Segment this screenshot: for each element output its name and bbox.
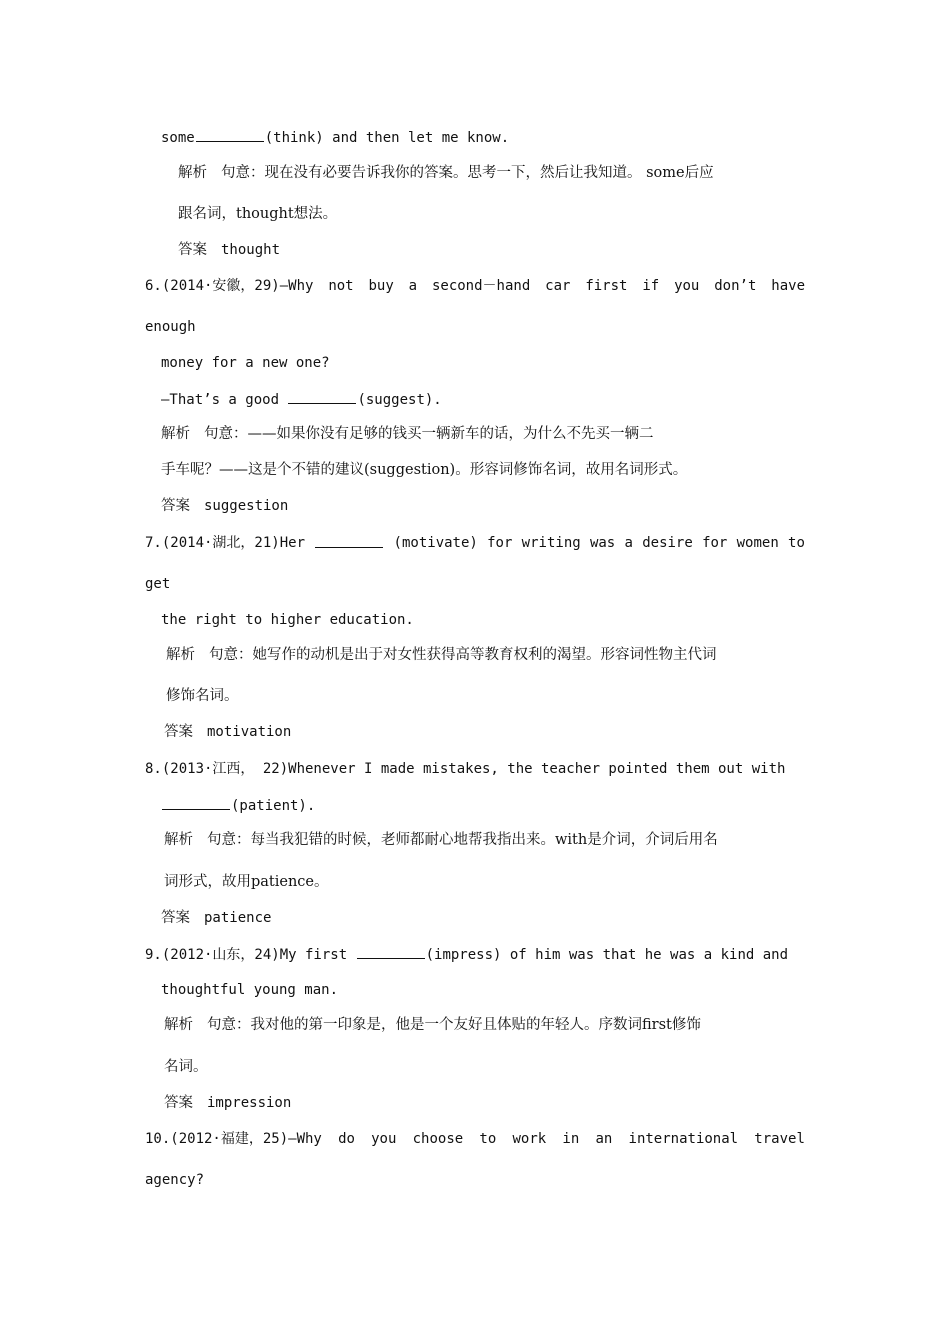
stem-word: writing [521,535,581,551]
q6-line2: money for a new one? [161,355,330,371]
q9-blank [357,944,425,959]
analysis-text: 句意：——如果你没有足够的钱买一辆新车的话，为什么不先买一辆二 [204,426,654,442]
stem-word: an [595,1131,613,1147]
stem-word: international [628,1131,739,1147]
answer-label: 答案 [161,910,190,926]
answer-label: 答案 [161,498,190,514]
answer-label: 答案 [178,242,207,258]
stem-word: in [562,1131,580,1147]
analysis-text: 句意：我对他的第一印象是，他是一个友好且体贴的年轻人。序数词first修饰 [207,1017,701,1033]
stem-word: car [545,278,571,294]
answer-text: impression [207,1095,292,1111]
stem-word: second－hand [431,278,531,294]
q8-text-post: (patient). [231,798,316,814]
stem-word: don’t [714,278,757,294]
answer-label: 答案 [164,724,193,740]
analysis-text: 句意：现在没有必要告诉我你的答案。思考一下，然后让我知道。 some后应 [221,165,714,181]
stem-word: buy [368,278,394,294]
q9-line2: thoughtful young man. [161,982,339,998]
stem-word: to [788,535,805,551]
q7-text-pre: 7.(2014·湖北，21)Her [145,535,306,551]
q9-analysis-cont: 名词。 [164,1059,208,1075]
q5-analysis [178,163,714,183]
q5-blank [196,127,264,142]
answer-text: thought [221,242,281,258]
stem-word: women [736,535,779,551]
q6-stem-wrap: enough [145,319,196,335]
q5-text-post: (think) and then let me know. [264,130,510,146]
stem-word: you [371,1131,397,1147]
stem-word: desire [642,535,693,551]
q6-text-pre: —That’s a good [161,392,280,408]
q9-stem [145,944,788,965]
q9-text-pre: 9.(2012·山东，24)My first [145,947,348,963]
analysis-label: 解析 [164,1017,193,1033]
answer-text: motivation [207,724,292,740]
analysis-label: 解析 [166,647,195,663]
q8-analysis [164,830,718,850]
stem-word: have [771,278,805,294]
q7-blank [315,533,383,548]
stem-word: for [487,535,513,551]
stem-word: choose [412,1131,464,1147]
stem-word: do [338,1131,355,1147]
q6-analysis [161,424,654,444]
analysis-label: 解析 [178,165,207,181]
answer-text: suggestion [204,498,289,514]
stem-word: 10.(2012·福建，25)—Why [145,1131,322,1147]
stem-word: first [585,278,628,294]
stem-word: work [512,1131,547,1147]
stem-word: if [642,278,660,294]
stem-word: a [624,535,633,551]
q8-line2 [161,795,315,816]
q5-analysis-cont: 跟名词，thought想法。 [178,206,338,222]
q7-answer [164,722,291,742]
stem-word: 6.(2014·安徽，29)—Why [145,278,314,294]
q5-answer [178,240,280,260]
q6-line3 [161,389,442,410]
q8-stem: 8.(2013·江西， 22)Whenever I made mistakes, the teacher pointed them out with [145,761,786,777]
answer-text: patience [204,910,272,926]
q8-analysis-cont: 词形式，故用patience。 [164,874,329,890]
q8-answer [161,908,271,928]
stem-word: (motivate) [393,535,478,551]
answer-label: 答案 [164,1095,193,1111]
q7-stem [145,533,805,553]
q9-analysis [164,1015,701,1035]
analysis-text: 句意：她写作的动机是出于对女性获得高等教育权利的渴望。形容词性物主代词 [209,647,717,663]
analysis-label: 解析 [164,832,193,848]
stem-word: for [702,535,728,551]
q7-stem-wrap: get [145,576,171,592]
q7-analysis-cont: 修饰名词。 [166,688,239,704]
q8-blank [162,795,230,810]
q5-line [161,127,509,148]
q7-line2: the right to higher education. [161,612,414,628]
stem-word: was [589,535,616,551]
q6-answer [161,496,288,516]
q10-stem [145,1129,805,1149]
analysis-text: 句意：每当我犯错的时候，老师都耐心地帮我指出来。with是介词，介词后用名 [207,832,718,848]
analysis-label: 解析 [161,426,190,442]
stem-word: you [674,278,700,294]
q6-text-post: (suggest). [357,392,442,408]
q7-analysis [166,645,717,665]
stem-word: to [479,1131,497,1147]
stem-word: not [328,278,354,294]
q6-stem [145,276,805,296]
q9-text-post: (impress) of him was that he was a kind and [425,947,789,963]
q6-blank [288,389,356,404]
stem-word: travel [754,1131,805,1147]
q6-analysis-cont: 手车呢？——这是个不错的建议(suggestion)。形容词修饰名词，故用名词形式。 [161,462,688,478]
q9-answer [164,1093,291,1113]
q10-stem-wrap: agency? [145,1172,205,1188]
q5-text-pre: some [161,130,195,146]
stem-word: a [408,278,418,294]
